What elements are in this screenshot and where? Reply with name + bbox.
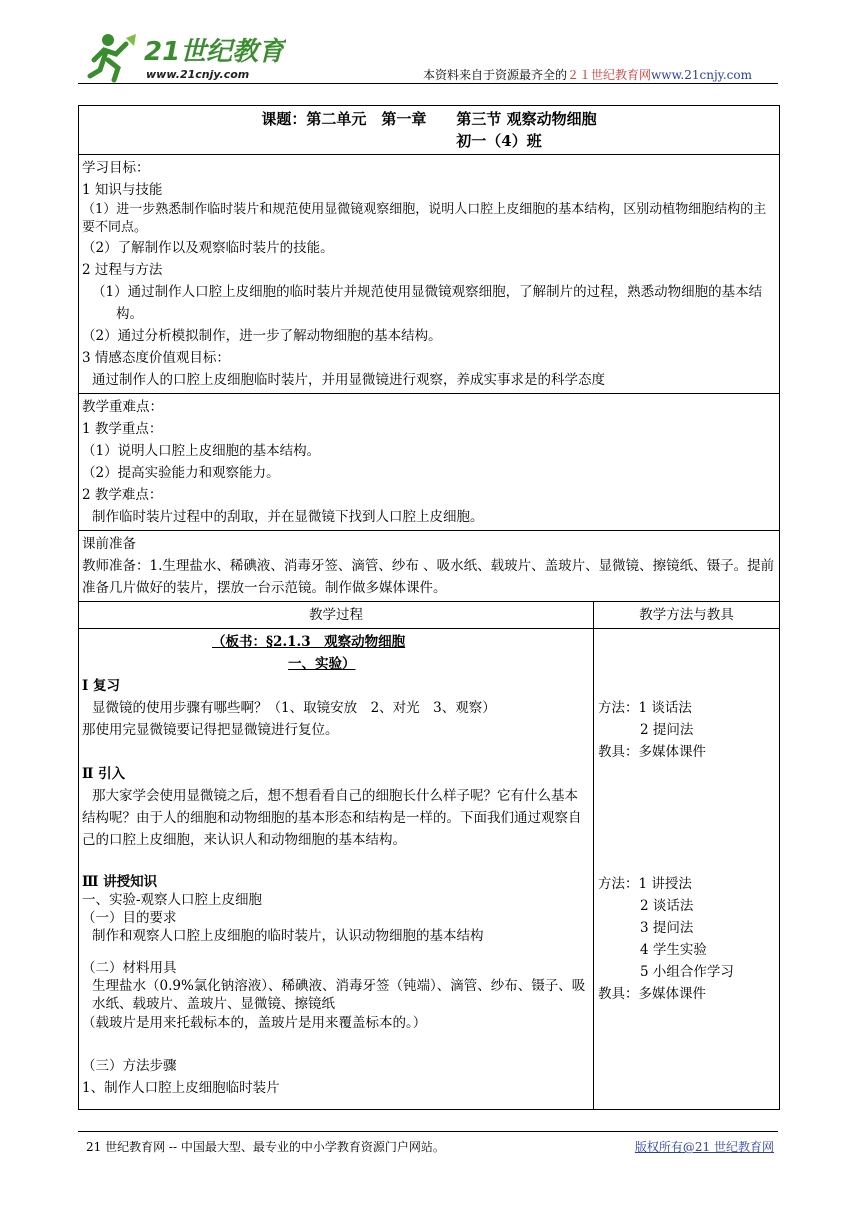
methods-1-tools: 教具：多媒体课件 (598, 744, 706, 760)
goal-heading: （一）目的要求 (82, 910, 177, 926)
site-logo (86, 30, 286, 86)
difficulty-heading: 2 教学难点： (82, 487, 163, 503)
materials-text: 生理盐水（0.9%氯化钠溶液）、稀碘液、消毒牙签（钝端）、滴管、纱布、镊子、吸水纸、载玻片、盖玻片、显微镜、擦镜纸 (92, 978, 586, 1012)
process-row (79, 629, 780, 1110)
steps-heading: （三）方法步骤 (82, 1058, 177, 1074)
table-header-row (79, 602, 780, 629)
process-heading: 2 过程与方法 (82, 262, 163, 278)
header-divider (78, 83, 778, 84)
process-column-header: 教学过程 (79, 602, 594, 629)
header-note-site: ２１世纪教育网 (567, 68, 652, 82)
logo-url: www.21cnjy.com (146, 68, 250, 81)
goal-text: 制作和观察人口腔上皮细胞的临时装片，认识动物细胞的基本结构 (92, 928, 484, 944)
lesson-plan-table (78, 105, 780, 1110)
methods-1-line-2: 2 提问法 (640, 722, 694, 738)
process-item-1: （1）通过制作人口腔上皮细胞的临时装片并规范使用显微镜观察细胞，了解制片的过程，熟悉动物细胞的基本结构。 (92, 284, 763, 322)
objectives-row (79, 155, 780, 394)
prep-heading: 课前准备 (82, 536, 136, 552)
process-cell (79, 629, 594, 1110)
experiment-title: 一、实验-观察人口腔上皮细胞 (82, 892, 263, 908)
intro-text: 那大家学会使用显微镜之后，想不想看看自己的细胞长什么样子呢？它有什么基本结构呢？由于人的细胞和动物细胞的基本形态和结构是一样的。下面我们通过观察自己的口腔上皮细胞，来认识人和动物细胞的基本结构。 (82, 788, 582, 848)
review-heading: Ⅰ 复习 (82, 678, 121, 694)
key-points-cell (79, 394, 780, 531)
focus-item-1: （1）说明人口腔上皮细胞的基本结构。 (82, 443, 321, 459)
methods-1-line-1: 方法：1 谈话法 (598, 700, 692, 716)
logo-text: 21世纪教育 (144, 37, 285, 67)
footer-copyright-link[interactable]: 版权所有@21 世纪教育网 (634, 1140, 774, 1154)
difficulty-item-1: 制作临时装片过程中的刮取，并在显微镜下找到人口腔上皮细胞。 (92, 509, 484, 525)
key-points-row (79, 394, 780, 531)
methods-2-line-3: 3 提问法 (640, 920, 694, 936)
prep-row (79, 531, 780, 602)
lesson-title: 课题：第二单元 第一章 第三节 观察动物细胞 (261, 110, 597, 128)
attitude-heading: 3 情感态度价值观目标： (82, 350, 230, 366)
teacher-prep: 教师准备：1.生理盐水、稀碘液、消毒牙签、滴管、纱布 、吸水纸、载玻片、盖玻片、显微镜、擦镜纸、镊子。提前准备几片做好的装片，摆放一台示范镜。制作做多媒体课件。 (82, 558, 775, 596)
methods-2-line-5: 5 小组合作学习 (640, 964, 734, 980)
board-subtitle: 一、实验） (288, 656, 356, 672)
footer-divider (78, 1131, 778, 1132)
intro-heading: Ⅱ 引入 (82, 766, 126, 782)
board-title: （板书：§2.1.3 观察动物细胞 (212, 634, 406, 650)
runner-icon (90, 34, 136, 80)
methods-2-tools: 教具：多媒体课件 (598, 986, 706, 1002)
objectives-heading: 学习目标： (82, 160, 150, 176)
review-question: 显微镜的使用步骤有哪些啊？（1、取镜安放 2、对光 3、观察） (92, 700, 496, 716)
prep-cell (79, 531, 780, 602)
objectives-cell (79, 155, 780, 394)
knowledge-heading: 1 知识与技能 (82, 182, 163, 198)
focus-heading: 1 教学重点： (82, 421, 163, 437)
title-row (79, 106, 780, 155)
teach-heading: Ⅲ 讲授知识 (82, 874, 158, 890)
materials-heading: （二）材料用具 (82, 960, 177, 976)
knowledge-item-1: （1）进一步熟悉制作临时装片和规范使用显微镜观察细胞，说明人口腔上皮细胞的基本结构，区别动植物细胞结构的主要不同点。 (82, 202, 767, 235)
key-points-heading: 教学重难点： (82, 399, 163, 415)
methods-cell (594, 629, 780, 1110)
footer-tagline: 21 世纪教育网 -- 中国最大型、最专业的中小学教育资源门户网站。 (86, 1140, 445, 1154)
knowledge-item-2: （2）了解制作以及观察临时装片的技能。 (82, 240, 334, 256)
attitude-item-1: 通过制作人的口腔上皮细胞临时装片，并用显微镜进行观察，养成实事求是的科学态度 (92, 372, 605, 388)
focus-item-2: （2）提高实验能力和观察能力。 (82, 465, 280, 481)
header-note-prefix: 本资料来自于资源最齐全的 (423, 68, 568, 82)
methods-column-header: 教学方法与教具 (594, 602, 780, 629)
step-1: 1、制作人口腔上皮细胞临时装片 (82, 1080, 280, 1096)
review-note: 那使用完显微镜要记得把显微镜进行复位。 (82, 722, 339, 738)
materials-note: （载玻片是用来托载标本的，盖玻片是用来覆盖标本的。） (82, 1015, 427, 1031)
header-note-url[interactable]: www.21cnjy.com (651, 68, 752, 82)
methods-2-line-4: 4 学生实验 (640, 942, 707, 958)
class-name: 初一（4）班 (456, 132, 542, 150)
methods-2-line-2: 2 谈话法 (640, 898, 694, 914)
header-note (423, 66, 752, 83)
title-cell (79, 106, 780, 155)
process-item-2: （2）通过分析模拟制作，进一步了解动物细胞的基本结构。 (82, 328, 442, 344)
methods-2-line-1: 方法：1 讲授法 (598, 876, 692, 892)
